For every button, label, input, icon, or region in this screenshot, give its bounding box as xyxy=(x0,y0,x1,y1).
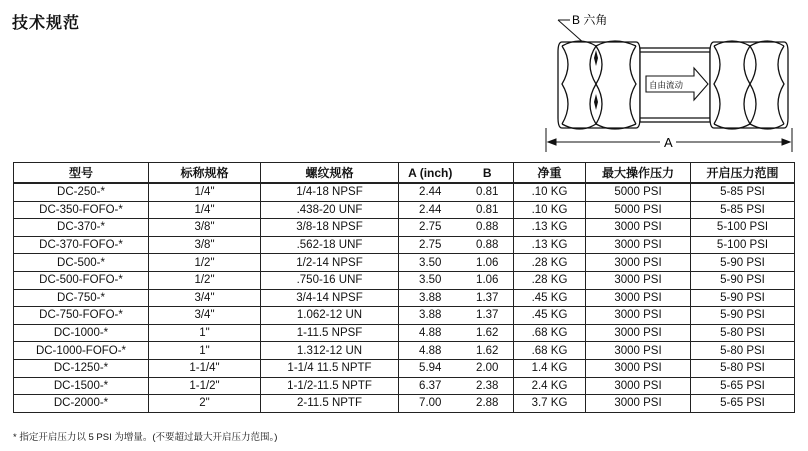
cell-max-pressure: 3000 PSI xyxy=(586,307,691,325)
cell-b: 0.88 xyxy=(462,236,514,254)
cell-a: 2.75 xyxy=(399,236,462,254)
cell-model: DC-1000-FOFO-* xyxy=(14,342,149,360)
cell-b: 1.06 xyxy=(462,271,514,289)
cell-model: DC-2000-* xyxy=(14,395,149,413)
cell-max-pressure: 3000 PSI xyxy=(586,395,691,413)
cell-nominal: 2" xyxy=(149,395,261,413)
cell-model: DC-500-* xyxy=(14,254,149,272)
right-hex-body xyxy=(710,41,788,129)
cell-a: 3.88 xyxy=(399,289,462,307)
cell-max-pressure: 3000 PSI xyxy=(586,271,691,289)
cell-nominal: 3/8" xyxy=(149,219,261,237)
check-valve-diagram xyxy=(540,6,802,156)
page-title: 技术规范 xyxy=(12,15,81,32)
cell-cracking: 5-90 PSI xyxy=(691,307,795,325)
cell-thread: .750-16 UNF xyxy=(261,271,399,289)
cell-thread: 1-1/4 11.5 NPTF xyxy=(261,359,399,377)
cell-nominal: 1/4" xyxy=(149,183,261,201)
cell-thread: 1/4-18 NPSF xyxy=(261,183,399,201)
cell-max-pressure: 3000 PSI xyxy=(586,359,691,377)
table-row xyxy=(14,271,795,289)
cell-weight: .28 KG xyxy=(514,271,586,289)
table-row xyxy=(14,342,795,360)
cell-nominal: 1-1/2" xyxy=(149,377,261,395)
cell-b: 2.00 xyxy=(462,359,514,377)
cell-thread: .438-20 UNF xyxy=(261,201,399,219)
header-nominal: 标称规格 xyxy=(149,163,261,184)
cell-b: 2.38 xyxy=(462,377,514,395)
cell-b: 1.37 xyxy=(462,289,514,307)
cell-cracking: 5-80 PSI xyxy=(691,359,795,377)
cell-max-pressure: 3000 PSI xyxy=(586,324,691,342)
cell-model: DC-370-FOFO-* xyxy=(14,236,149,254)
cell-max-pressure: 3000 PSI xyxy=(586,236,691,254)
cell-nominal: 1" xyxy=(149,324,261,342)
cell-cracking: 5-90 PSI xyxy=(691,254,795,272)
cell-weight: .13 KG xyxy=(514,219,586,237)
cell-model: DC-350-FOFO-* xyxy=(14,201,149,219)
left-hex-body xyxy=(558,41,640,129)
header-thread: 螺纹规格 xyxy=(261,163,399,184)
cell-cracking: 5-100 PSI xyxy=(691,236,795,254)
cell-max-pressure: 5000 PSI xyxy=(586,183,691,201)
cell-nominal: 1/4" xyxy=(149,201,261,219)
table-header-row xyxy=(14,163,795,184)
cell-a: 2.44 xyxy=(399,183,462,201)
table-row xyxy=(14,289,795,307)
footnote: * 指定开启压力以 5 PSI 为增量。(不要超过最大开启压力范围。) xyxy=(13,432,278,443)
cell-thread: 1-11.5 NPSF xyxy=(261,324,399,342)
cell-thread: 1-1/2-11.5 NPTF xyxy=(261,377,399,395)
cell-max-pressure: 3000 PSI xyxy=(586,377,691,395)
cell-model: DC-370-* xyxy=(14,219,149,237)
cell-a: 2.75 xyxy=(399,219,462,237)
header-weight: 净重 xyxy=(514,163,586,184)
cell-weight: 1.4 KG xyxy=(514,359,586,377)
spec-table xyxy=(13,162,795,413)
cell-cracking: 5-85 PSI xyxy=(691,183,795,201)
table-row xyxy=(14,395,795,413)
hex-label: B 六角 xyxy=(572,13,608,27)
table-row xyxy=(14,254,795,272)
cell-nominal: 1-1/4" xyxy=(149,359,261,377)
cell-weight: .68 KG xyxy=(514,342,586,360)
cell-b: 1.06 xyxy=(462,254,514,272)
flow-label: 自由流动 xyxy=(649,81,684,91)
table-row xyxy=(14,359,795,377)
cell-cracking: 5-85 PSI xyxy=(691,201,795,219)
cell-a: 3.88 xyxy=(399,307,462,325)
cell-model: DC-750-FOFO-* xyxy=(14,307,149,325)
cell-model: DC-1000-* xyxy=(14,324,149,342)
cell-weight: .10 KG xyxy=(514,201,586,219)
header-max-pressure: 最大操作压力 xyxy=(586,163,691,184)
cell-a: 2.44 xyxy=(399,201,462,219)
cell-thread: 1/2-14 NPSF xyxy=(261,254,399,272)
cell-b: 0.81 xyxy=(462,201,514,219)
cell-model: DC-1250-* xyxy=(14,359,149,377)
cell-b: 2.88 xyxy=(462,395,514,413)
cell-max-pressure: 3000 PSI xyxy=(586,289,691,307)
cell-cracking: 5-65 PSI xyxy=(691,377,795,395)
cell-thread: .562-18 UNF xyxy=(261,236,399,254)
cell-model: DC-250-* xyxy=(14,183,149,201)
cell-nominal: 3/8" xyxy=(149,236,261,254)
header-a: A (inch) xyxy=(399,163,462,184)
cell-b: 1.62 xyxy=(462,324,514,342)
cell-thread: 1.062-12 UN xyxy=(261,307,399,325)
cell-a: 6.37 xyxy=(399,377,462,395)
cell-cracking: 5-90 PSI xyxy=(691,271,795,289)
cell-nominal: 1" xyxy=(149,342,261,360)
cell-thread: 1.312-12 UN xyxy=(261,342,399,360)
cell-nominal: 3/4" xyxy=(149,289,261,307)
cell-max-pressure: 3000 PSI xyxy=(586,254,691,272)
cell-cracking: 5-80 PSI xyxy=(691,342,795,360)
cell-weight: .45 KG xyxy=(514,307,586,325)
table-row xyxy=(14,201,795,219)
cell-a: 3.50 xyxy=(399,271,462,289)
cell-b: 0.88 xyxy=(462,219,514,237)
cell-weight: .10 KG xyxy=(514,183,586,201)
cell-a: 7.00 xyxy=(399,395,462,413)
cell-weight: .13 KG xyxy=(514,236,586,254)
cell-nominal: 1/2" xyxy=(149,271,261,289)
cell-a: 4.88 xyxy=(399,342,462,360)
cell-model: DC-750-* xyxy=(14,289,149,307)
table-row xyxy=(14,324,795,342)
cell-cracking: 5-80 PSI xyxy=(691,324,795,342)
header-cracking: 开启压力范围 xyxy=(691,163,795,184)
cell-nominal: 1/2" xyxy=(149,254,261,272)
cell-weight: .28 KG xyxy=(514,254,586,272)
cell-a: 4.88 xyxy=(399,324,462,342)
table-row xyxy=(14,236,795,254)
cell-thread: 3/4-14 NPSF xyxy=(261,289,399,307)
table-row xyxy=(14,183,795,201)
cell-b: 0.81 xyxy=(462,183,514,201)
dimension-a-label: A xyxy=(664,135,673,150)
cell-b: 1.62 xyxy=(462,342,514,360)
table-row xyxy=(14,219,795,237)
header-model: 型号 xyxy=(14,163,149,184)
cell-thread: 3/8-18 NPSF xyxy=(261,219,399,237)
table-row xyxy=(14,377,795,395)
cell-model: DC-500-FOFO-* xyxy=(14,271,149,289)
cell-thread: 2-11.5 NPTF xyxy=(261,395,399,413)
cell-a: 3.50 xyxy=(399,254,462,272)
cell-max-pressure: 5000 PSI xyxy=(586,201,691,219)
cell-model: DC-1500-* xyxy=(14,377,149,395)
cell-nominal: 3/4" xyxy=(149,307,261,325)
cell-weight: .45 KG xyxy=(514,289,586,307)
cell-weight: 3.7 KG xyxy=(514,395,586,413)
cell-weight: .68 KG xyxy=(514,324,586,342)
cell-cracking: 5-90 PSI xyxy=(691,289,795,307)
cell-max-pressure: 3000 PSI xyxy=(586,342,691,360)
cell-cracking: 5-100 PSI xyxy=(691,219,795,237)
cell-b: 1.37 xyxy=(462,307,514,325)
cell-cracking: 5-65 PSI xyxy=(691,395,795,413)
table-row xyxy=(14,307,795,325)
cell-weight: 2.4 KG xyxy=(514,377,586,395)
header-b: B xyxy=(462,163,514,184)
cell-max-pressure: 3000 PSI xyxy=(586,219,691,237)
cell-a: 5.94 xyxy=(399,359,462,377)
